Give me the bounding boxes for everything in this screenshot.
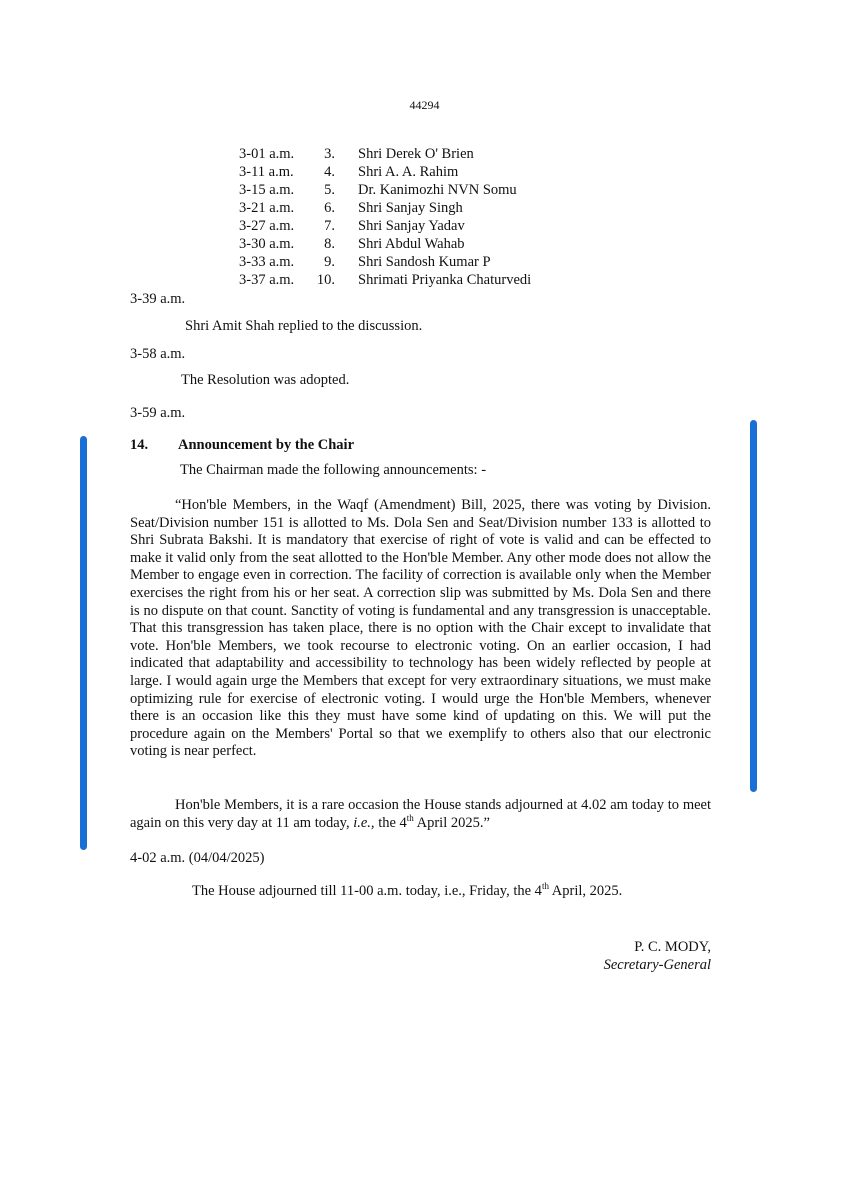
speaker-name: Dr. Kanimozhi NVN Somu — [358, 182, 517, 198]
speaker-row — [239, 253, 639, 271]
speaker-name: Shri Sandosh Kumar P — [358, 254, 491, 270]
speaker-time: 3-30 a.m. — [239, 236, 295, 252]
left-highlight-marker — [80, 436, 87, 850]
section-intro: The Chairman made the following announcements: - — [180, 462, 487, 478]
speaker-list — [239, 145, 639, 289]
speaker-number: 5. — [324, 182, 335, 198]
speaker-name: Shri Sanjay Singh — [358, 200, 463, 216]
adjournment-text-end: April, 2025. — [548, 883, 623, 899]
adjournment-time: 4-02 a.m. (04/04/2025) — [130, 850, 265, 866]
speaker-number: 6. — [324, 200, 335, 216]
speaker-name: Shrimati Priyanka Chaturvedi — [358, 272, 532, 288]
speaker-time: 3-11 a.m. — [239, 164, 294, 180]
proceeding-text: Shri Amit Shah replied to the discussion. — [185, 318, 423, 334]
announcement-text: “Hon'ble Members, in the Waqf (Amendment) Bill, 2025, there was voting by Division. Seat/Division number 151 is allotted to Ms. Dola Sen and Seat/Division number 133 is allotted to Shri Subrata Bakshi. It is mandatory that exercise of right of vote is valid and can be effected to make it valid only from the seat allotted to the Hon'ble Member. Any other mode does not allow the Member to engage even in correction. The facility of correction is available only when the Member exercises the right from his or her seat. A correction slip was submitted by Ms. Dola Sen and there is no dispute on that count. Sanctity of voting is fundamental and any transgression is unacceptable. That this transgression has taken place, there is no option with the Chair except to invalidate that vote. Hon'ble Members, we took recourse to electronic voting. On an earlier occasion, I had indicated that adaptability and accessibility to technology has been widely reflected by people at large. I would again urge the Members that except for very extraordinary situations, we must make optimizing rule for exercise of electronic voting. I would urge the Hon'ble Members, whenever there is an occasion like this they must have some kind of updating on this. We will put the procedure again on the Members' Portal so that we exemplify to others also that our electronic voting is near perfect. — [130, 497, 711, 760]
signature-name: P. C. MODY, — [634, 939, 711, 955]
speaker-row — [239, 181, 639, 199]
speaker-name: Shri Derek O' Brien — [358, 146, 474, 162]
page-number: 44294 — [409, 98, 440, 112]
speaker-number: 7. — [324, 218, 335, 234]
speaker-row — [239, 163, 639, 181]
speaker-time: 3-37 a.m. — [239, 272, 295, 288]
proceeding-text: The Resolution was adopted. — [181, 372, 350, 388]
speaker-row — [239, 235, 639, 253]
speaker-time: 3-01 a.m. — [239, 146, 295, 162]
speaker-time: 3-27 a.m. — [239, 218, 295, 234]
signature-designation: Secretary-General — [603, 957, 711, 973]
closing-month-text: April 2025.” — [413, 814, 490, 831]
adjournment-text-main: The House adjourned till 11-00 a.m. today, i.e., Friday, the 4 — [192, 883, 542, 899]
ordinal-suffix: th — [541, 881, 549, 892]
closing-text: Hon'ble Members, it is a rare occasion the House stands adjourned at 4.02 am today to meet again on this very day at 11 am today, — [130, 797, 711, 831]
speaker-time: 3-21 a.m. — [239, 200, 295, 216]
ie-abbreviation: i.e., — [353, 814, 375, 831]
speaker-name: Shri Sanjay Yadav — [358, 218, 465, 234]
ordinal-suffix: th — [406, 812, 414, 823]
speaker-number: 10. — [316, 272, 335, 288]
speaker-row — [239, 199, 639, 217]
speaker-number: 3. — [324, 146, 335, 162]
speaker-time: 3-15 a.m. — [239, 182, 295, 198]
time-stamp: 3-59 a.m. — [130, 405, 186, 421]
speaker-name: Shri Abdul Wahab — [358, 236, 465, 252]
speaker-time: 3-33 a.m. — [239, 254, 295, 270]
section-title: Announcement by the Chair — [178, 437, 355, 453]
speaker-number: 9. — [324, 254, 335, 270]
adjournment-text — [192, 882, 622, 900]
time-stamp: 3-39 a.m. — [130, 291, 186, 307]
speaker-row — [239, 145, 639, 163]
speaker-row — [239, 217, 639, 235]
announcement-closing-paragraph — [130, 797, 711, 832]
speaker-name: Shri A. A. Rahim — [358, 164, 459, 180]
time-stamp: 3-58 a.m. — [130, 346, 186, 362]
announcement-paragraph — [130, 497, 711, 761]
speaker-number: 8. — [324, 236, 335, 252]
speaker-row — [239, 271, 639, 289]
right-highlight-marker — [750, 420, 757, 792]
speaker-number: 4. — [324, 164, 335, 180]
closing-date-text: the 4 — [374, 814, 407, 831]
section-number: 14. — [130, 437, 149, 453]
